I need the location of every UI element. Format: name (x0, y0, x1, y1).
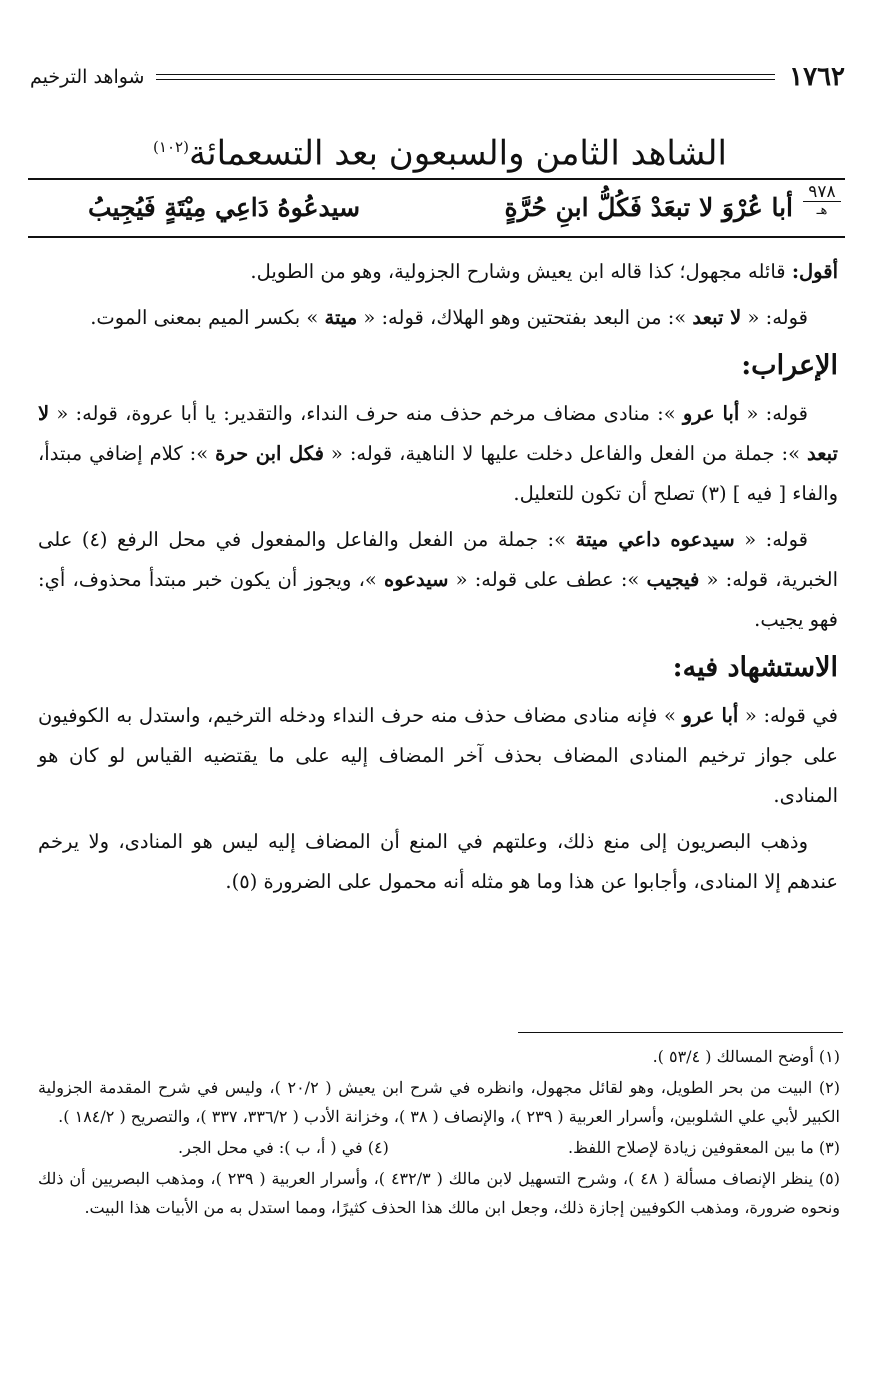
bold-term: أبا عرو (682, 704, 739, 727)
text-run: »: عطف على قوله: « (448, 568, 647, 591)
verse-number-mark: هـ (816, 203, 828, 218)
text-run: قوله: « (734, 528, 808, 551)
footnote-1: (١) أوضح المسالك ( ٥٣/٤ ). (652, 1047, 840, 1066)
text-run: » فإنه منادى مضاف حذف منه حرف النداء ودخله الترخيم، واستدل به الكوفيون على جواز ترخيم المنادى المضاف بحذف آخر المضاف إليه على ما يقتضيه القياس لو كان هو المنادى. (38, 704, 838, 807)
bold-term: فكل ابن حرة (215, 442, 324, 465)
text-run: قوله: « (741, 306, 808, 329)
text-run: قوله: « (739, 402, 808, 425)
footnote-5: (٥) ينظر الإنصاف مسألة ( ٤٨ )، وشرح التسهيل لابن مالك ( ٤٣٢/٣ )، وأسرار العربية ( ٢٣٩ )، ومذهب البصريين أن ذلك ونحوه ضرورة، ومذهب الكوفيين إجازة ذلك، وجعل ابن مالك هذا الحذف كثيرًا، ومما استدل به من الأبيات هذا البيت. (38, 1169, 841, 1217)
bold-term: سيدعوه (384, 568, 449, 591)
section-title: الشاهد الثامن والسبعون بعد التسعمائة (188, 133, 727, 174)
page-number: ١٧٦٢ (789, 62, 845, 92)
paragraph-basrians: وذهب البصريون إلى منع ذلك، وعلتهم في المنع أن المضاف إليه ليس هو المنادى، ولا يرخم عندهم إلا المنادى، وأجابوا عن هذا وما هو مثله أنه محمول على الضرورة (٥). (38, 830, 838, 893)
footnote-row-3-4 (38, 1133, 840, 1164)
paragraph-meaning (38, 298, 838, 338)
heading-istishhad: الاستشهاد فيه: (672, 652, 838, 683)
paragraph-text: قائله مجهول؛ كذا قاله ابن يعيش وشارح الجزولية، وهو من الطويل. (250, 260, 792, 283)
heading-footnote-ref: (١٠٢) (153, 138, 189, 156)
header-rule (156, 74, 775, 80)
text-run: »: جملة من الفعل والفاعل والمفعول في محل الرفع (٤) على الخبرية، قوله: « (38, 528, 838, 591)
text-run: »: من البعد بفتحتين وهو الهلاك، قوله: « (357, 306, 693, 329)
paragraph-istishhad (38, 696, 838, 816)
label-aqul: أقول: (791, 260, 838, 283)
verse-number (803, 183, 841, 220)
paragraph-author (38, 252, 838, 292)
footnote-4: (٤) في ( أ، ب ): في محل الجر. (178, 1138, 389, 1157)
body-text (38, 252, 838, 908)
paragraph-irab-1 (38, 394, 838, 514)
paragraph-irab-2 (38, 520, 838, 640)
footnotes (38, 1042, 840, 1224)
bold-term: أبا عرو (682, 402, 740, 425)
text-run: »: جملة من الفعل والفاعل دخلت عليها لا الناهية، قوله: « (323, 442, 808, 465)
bold-term: ميتة (324, 306, 358, 329)
verse-number-value: ٩٧٨ (803, 183, 841, 202)
verse-second-hemistich: سيدعُوهُ دَاعِي مِيْتَةٍ فَيُجِيبُ (88, 193, 361, 222)
verse-first-hemistich: أبا عُرْوَ لا تبعَدْ فَكُلُّ ابنِ حُرَّةٍ (504, 193, 793, 222)
heading-irab: الإعراب: (741, 350, 838, 381)
footnote-rule (518, 1032, 843, 1033)
bold-term: سيدعوه داعي ميتة (575, 528, 735, 551)
bold-term: لا تبعد (38, 402, 838, 465)
bold-term: فيجيب (646, 568, 700, 591)
footnote-2: (٢) البيت من بحر الطويل، وهو لقائل مجهول، وانظره في شرح ابن يعيش ( ٢٠/٢ )، وليس في شرح المقدمة الجزولية الكبير لأبي علي الشلوبين، وأسرار العربية ( ٢٣٩ )، والإنصاف ( ٣٨ )، وخزانة الأدب ( ٣٣٦/٢، ٣٣٧ )، والتصريح ( ١٨٤/٢ ). (38, 1078, 840, 1126)
verse-box (28, 178, 845, 238)
section-heading (40, 122, 840, 172)
text-run: في قوله: « (738, 704, 839, 727)
running-title: شواهد الترخيم (30, 66, 145, 88)
bold-term: لا تبعد (692, 306, 742, 329)
running-header (30, 60, 845, 94)
text-run: » بكسر الميم بمعنى الموت. (90, 306, 325, 329)
text-run: »، ويجوز أن يكون خبر مبتدأ محذوف، أي: فهو يجيب. (38, 568, 838, 631)
footnote-3: (٣) ما بين المعقوفين زيادة لإصلاح اللفظ. (568, 1138, 840, 1157)
text-run: »: كلام إضافي مبتدأ، والفاء [ فيه ] (٣) تصلح أن تكون للتعليل. (38, 442, 838, 505)
text-run: »: منادى مضاف مرخم حذف منه حرف النداء، والتقدير: يا أبا عروة، قوله: « (49, 402, 683, 425)
